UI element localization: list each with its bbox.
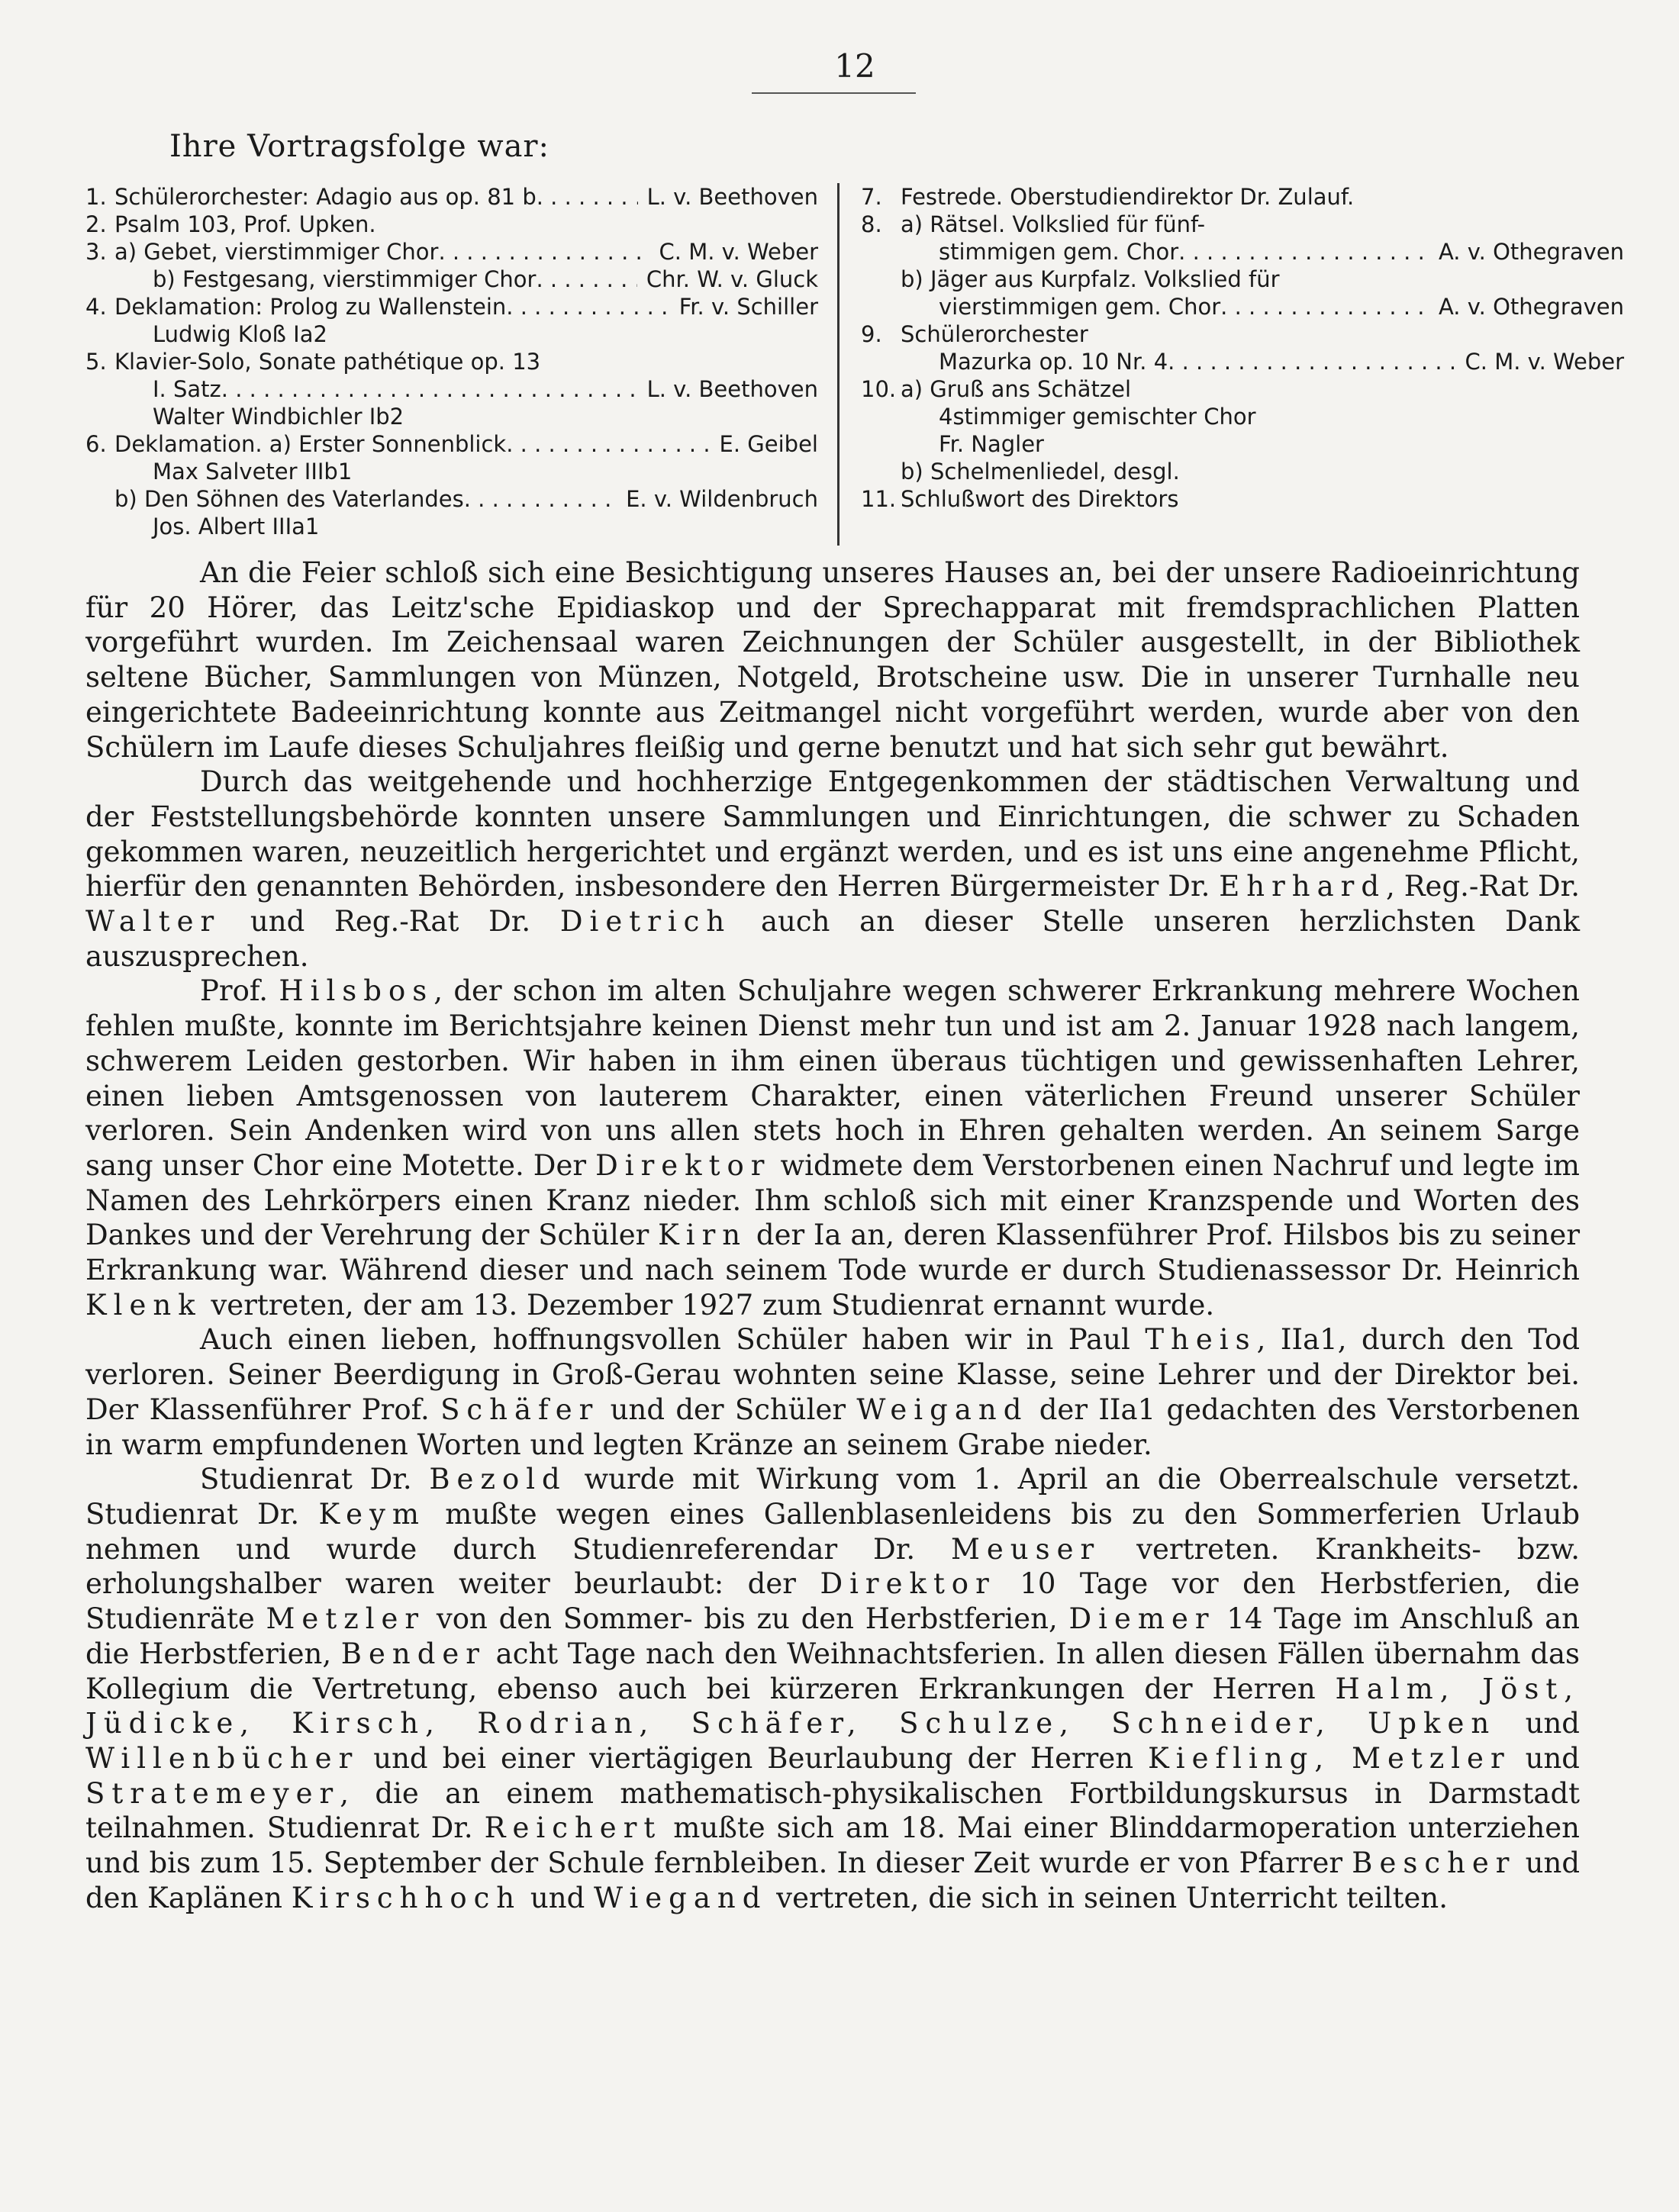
program-line-text: Schlußwort des Direktors [901,486,1179,512]
program-line-composer: C. M. v. Weber [1465,349,1624,375]
p5-text-o: und [530,1881,585,1914]
leader-dots [1178,238,1429,266]
program-line-text: Ludwig Kloß Ia2 [153,321,327,347]
program-line-number: 11. [861,486,897,512]
report-body [85,555,1580,1915]
name-keym: Keym [318,1497,426,1531]
paragraph-5 [85,1462,1580,1915]
program-line [861,320,1624,348]
program-line-composer: A. v. Othegraven [1438,239,1624,265]
program-line [861,183,1624,211]
p5-text-l: , die an einem mathematisch-physikalischen Fortbildungskursus in Darmstadt teilnahmen. Studienrat Dr. [85,1776,1580,1845]
name-direktor-2: Direktor [820,1567,996,1601]
program-line-text: vierstimmigen gem. Chor [939,294,1221,320]
p4-text-d: der IIa1 gedachten des Verstorbenen in warm empfundenen Worten und legten Kränze an seinem Grabe nieder. [85,1393,1581,1461]
name-diemer: Diemer [1068,1602,1216,1636]
program-line-text: a) Gruß ans Schätzel [901,376,1132,402]
program-line-number [861,348,901,375]
program-line [85,238,818,266]
name-willenbuecher: Willenbücher [85,1741,359,1775]
p2-text-b: , Reg.-Rat Dr. [1386,870,1580,903]
program-line-text: Schülerorchester [901,321,1088,347]
program-line [85,485,818,513]
program-line-text: b) Jäger aus Kurpfalz. Volkslied für [901,266,1280,292]
leader-dots [1168,348,1455,375]
name-weigand: Weigand [856,1393,1029,1426]
program-line [861,458,1624,485]
paragraph-4 [85,1322,1580,1462]
program-line-number: 7. [861,184,882,210]
program-line-composer: Chr. W. v. Gluck [646,266,818,292]
program-line-text: Max Salveter IIIb1 [153,459,353,485]
name-hilsbos: Hilsbos [279,974,434,1008]
program-line-number [85,458,114,485]
p5-text-c: mußte wegen eines Gallenblasenleidens bis zu den Sommerferien Urlaub nehmen und wurde durch Studienreferendar Dr. [85,1497,1581,1566]
program-line-text: Psalm 103, Prof. Upken. [114,211,376,237]
name-dietrich: Dietrich [559,905,732,939]
name-klenk: Klenk [85,1288,202,1322]
name-kirschhoch: Kirschhoch [291,1881,522,1914]
program-line-number [85,403,114,430]
page-number-rule [752,92,916,94]
program-line-text: 4stimmiger gemischter Chor [939,404,1256,430]
program-line-text: Fr. Nagler [939,431,1044,457]
leader-dots [536,266,636,293]
program-line-number [85,485,114,513]
name-walter: Walter [85,905,221,939]
program-line-composer: C. M. v. Weber [659,239,818,265]
program-line-number: 5. [85,349,107,375]
program-line-text: a) Rätsel. Volkslied für fünf- [901,211,1206,237]
p3-text-e: vertreten, der am 13. Dezember 1927 zum Studienrat ernannt wurde. [211,1288,1215,1322]
program-line-number: 6. [85,431,107,457]
p5-text-g: 14 Tage im Anschluß an die Herbstferien, [85,1602,1580,1670]
program-line-text: I. Satz [153,376,221,402]
leader-dots [438,238,649,266]
paragraph-2 [85,765,1580,974]
p5-text-i: und [1525,1707,1580,1740]
program-line-text: Festrede. Oberstudiendirektor Dr. Zulauf. [901,184,1355,210]
program-line-composer: E. Geibel [719,431,818,457]
program-line-text: a) Gebet, vierstimmiger Chor [114,239,439,265]
p5-text-p: vertreten, die sich in seinen Unterricht teilten. [776,1881,1448,1914]
leader-dots [537,183,638,211]
p3-text-b: , der schon im alten Schuljahre wegen schwerer Erkrankung mehrere Wochen fehlen mußte, konnte im Berichtsjahre keinen Dienst mehr tun und ist am 2. Januar 1928 nach langem, schwerem Leiden gestorben. Wir haben in ihm einen überaus tüchtigen und gewissenhaften Lehrer, einen lieben Amtsgenossen von lauterem Charakter, einen väterlichen Freund unserer Schüler verloren. Sein Andenken wird von uns allen stets hoch in Ehren gehalten werden. An seinem Sarge sang unser Chor eine Motette. Der [85,974,1581,1182]
p5-text-k: und [1525,1741,1580,1775]
program-line-text: Deklamation. a) Erster Sonnenblick [114,431,507,457]
program-line-number [85,320,114,348]
program-line-number [861,458,901,485]
p5-text-j: und bei einer viertägigen Beurlaubung der Herren [373,1741,1134,1775]
name-theis: Theis [1145,1323,1257,1357]
program-line [85,513,818,540]
program-line-number: 4. [85,294,107,320]
name-bescher: Bescher [1352,1847,1516,1880]
program-line [861,238,1624,266]
page-number: 12 [834,47,875,85]
p4-text-a: Auch einen lieben, hoffnungsvollen Schüler haben wir in Paul [200,1323,1130,1357]
program-line-composer: L. v. Beethoven [646,184,818,210]
program-line-text: Klavier-Solo, Sonate pathétique op. 13 [114,349,541,375]
program-line [861,266,1624,293]
p5-text-e: 10 Tage vor den Herbstferien, die Studienräte [85,1567,1580,1636]
program-line-text: stimmigen gem. Chor [939,239,1179,265]
name-schaefer: Schäfer [440,1393,600,1426]
program-line [861,293,1624,320]
program-line [85,348,818,375]
name-metzler: Metzler [266,1602,426,1636]
program-line-text: Mazurka op. 10 Nr. 4 [939,349,1168,375]
name-reichert: Reichert [484,1811,662,1845]
program-line-number [861,403,901,430]
leader-dots [464,485,617,513]
program-right-column [861,183,1624,513]
p5-text-m: mußte sich am 18. Mai einer Blinddarmoperation unterziehen und bis zum 15. September der Schule fernbleiben. In dieser Zeit wurde er von Pfarrer [85,1811,1581,1880]
program-line-number [861,430,901,458]
program-line-composer: Fr. v. Schiller [678,294,818,320]
p3-text-c: widmete dem Verstorbenen einen Nachruf und legte im Namen des Lehrkörpers einen Kranz nieder. Ihm schloß sich mit einer Kranzspende und Worten des Dankes und der Verehrung der Schüler [85,1148,1581,1252]
p5-text-f: von den Sommer- bis zu den Herbstferien, [436,1602,1058,1636]
leader-dots [506,430,710,458]
leader-dots [1220,293,1429,320]
p4-text-c: und der Schüler [610,1393,846,1426]
p2-text-c: und Reg.-Rat Dr. [250,905,531,939]
p2-text-a: Durch das weitgehende und hochherzige Entgegenkommen der städtischen Verwaltung und der Feststellungsbehörde konnten unsere Sammlungen und Einrichtungen, die schwer zu Schaden gekommen waren, neuzeitlich hergerichtet und ergänzt werden, und es ist uns eine angenehme Pflicht, hierfür den genannten Behörden, insbesondere den Herren Bürgermeister Dr. [85,765,1580,903]
p3-text-a: Prof. [200,974,268,1008]
program-line [861,403,1624,430]
program-line-number [861,238,901,266]
program-line-composer: E. v. Wildenbruch [626,486,818,512]
name-bender: Bender [340,1637,486,1670]
program-line-number [861,293,901,320]
program-line [85,211,818,238]
names-kiefling-metzler: Kiefling, Metzler [1148,1741,1511,1775]
p4-text-b: , IIa1, durch den Tod verloren. Seiner Beerdigung in Groß-Gerau wohnten seine Klasse, seine Lehrer und der Direktor bei. Der Klassenführer Prof. [85,1323,1581,1426]
program-line-composer: A. v. Othegraven [1438,294,1624,320]
program-line-text: b) Schelmenliedel, desgl. [901,459,1180,485]
program-line-number [85,513,114,540]
paragraph-3 [85,974,1580,1322]
leader-dots [506,293,669,320]
program-line [861,430,1624,458]
program-line-composer: L. v. Beethoven [646,376,818,402]
program-line-text: Schülerorchester: Adagio aus op. 81 b [114,184,537,210]
program-line-number: 8. [861,211,882,237]
name-direktor: Direktor [595,1148,772,1182]
program-line-number: 1. [85,184,107,210]
program-line [861,211,1624,238]
p2-text-d: auch an dieser Stelle unseren herzlichsten Dank auszusprechen. [85,905,1581,973]
p5-text-d: vertreten. Krankheits- bzw. erholungshalber waren weiter beurlaubt: der [85,1532,1580,1601]
program-line-text: Walter Windbichler Ib2 [153,404,404,430]
program-line-text: b) Den Söhnen des Vaterlandes [114,486,464,512]
program-line [85,430,818,458]
name-ehrhard: Ehrhard [1219,870,1387,903]
program-line [861,348,1624,375]
program-line-number: 9. [861,321,882,347]
program-line-text: Jos. Albert IIIa1 [153,514,320,539]
p3-text-d: der Ia an, deren Klassenführer Prof. Hilsbos bis zu seiner Erkrankung war. Während dieser und nach seinem Tode wurde er durch Studienassessor Dr. Heinrich [85,1219,1581,1287]
program-line-number: 10. [861,376,897,402]
name-stratemeyer: Stratemeyer [85,1776,340,1810]
program-line-text: Deklamation: Prolog zu Wallenstein [114,294,507,320]
paragraph-1-text: An die Feier schloß sich eine Besichtigung unseres Hauses an, bei der unsere Radioeinrichtung für 20 Hörer, das Leitz'sche Epidiaskop und der Sprechapparat mit fremdsprachlichen Platten vorgeführt wurden. Im Zeichensaal waren Zeichnungen der Schüler ausgestellt, in der Bibliothek seltene Bücher, Sammlungen von Münzen, Notgeld, Brotscheine usw. Die in unserer Turnhalle neu eingerichtete Badeeinrichtung konnte aus Zeitmangel nicht vorgeführt werden, wurde aber von den Schülern im Laufe dieses Schuljahres fleißig und gerne benutzt und hat sich sehr gut bewährt. [85,556,1580,764]
program-line-number [85,375,114,403]
paragraph-1 [85,555,1580,765]
name-meuser: Meuser [951,1532,1101,1566]
program-line-number: 2. [85,211,107,237]
program-heading: Ihre Vortragsfolge war: [169,129,550,164]
p5-text-a: Studienrat Dr. [200,1463,412,1496]
program-line-number [861,266,901,293]
name-wiegand: Wiegand [594,1881,768,1914]
program-line [85,293,818,320]
program-line-number [85,266,114,293]
program-line [85,183,818,211]
p5-text-h: acht Tage nach den Weihnachtsferien. In allen diesen Fällen übernahm das Kollegium die Vertretung, ebenso auch bei kürzeren Erkrankungen der Herren [85,1637,1580,1705]
program-line-number: 3. [85,239,107,265]
program-column-divider [837,183,840,546]
name-bezold: Bezold [429,1463,567,1496]
program-line [861,375,1624,403]
p5-text-b: wurde mit Wirkung vom 1. April an die Oberrealschule versetzt. Studienrat Dr. [85,1463,1581,1531]
program-line [85,320,818,348]
program-line [85,458,818,485]
program-line-text: b) Festgesang, vierstimmiger Chor [153,266,537,292]
program-line [85,375,818,403]
program-line [85,266,818,293]
program-line [861,485,1624,513]
program-left-column [85,183,818,540]
p5-text-n: und den Kaplänen [85,1847,1581,1914]
program-line [85,403,818,430]
leader-dots [221,375,638,403]
names-colleagues: Halm, Jöst, Jüdicke, Kirsch, Rodrian, Schäfer, Schulze, Schneider, Upken [85,1672,1580,1740]
name-kirn: Kirn [658,1219,748,1252]
